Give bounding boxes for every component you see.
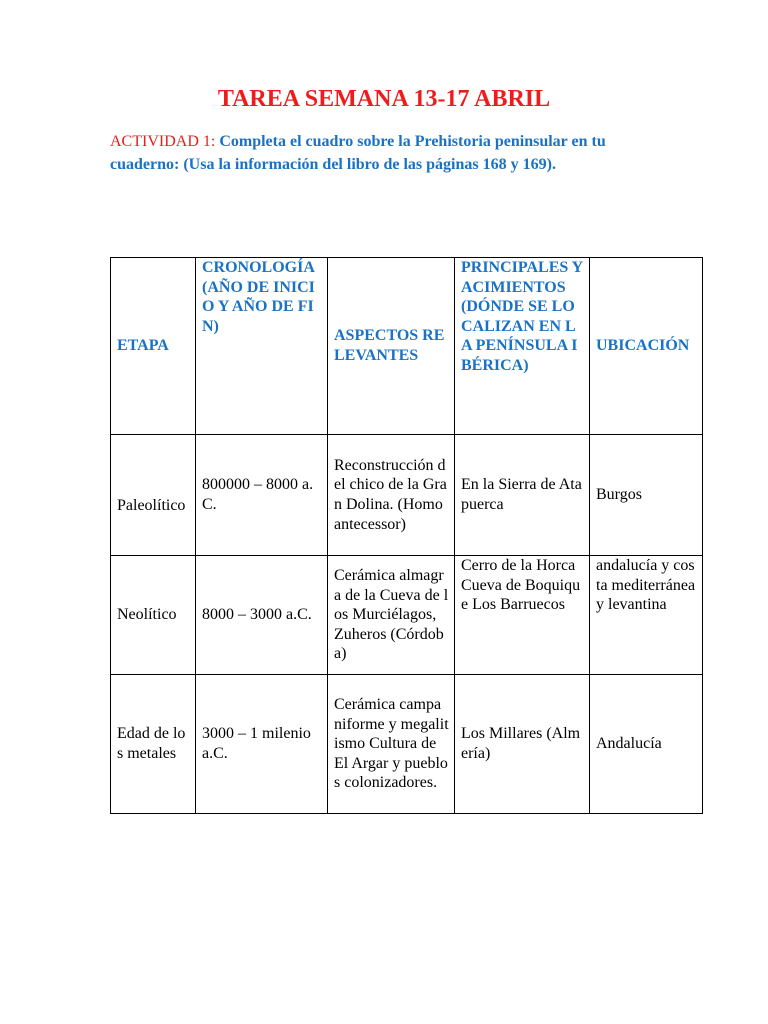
activity-text: Completa el cuadro sobre la Prehistoria peninsular en tu cuaderno: (Usa la información del libro de las páginas 168 y 169). xyxy=(110,133,606,173)
cell-cronologia: 800000 – 8000 a.C. xyxy=(196,435,328,556)
cell-etapa: Paleolítico xyxy=(111,435,196,556)
cell-ubicacion: andalucía y costa mediterránea y levantina xyxy=(590,556,703,675)
header-cronologia: CRONOLOGÍA (AÑO DE INICIO Y AÑO DE FIN) xyxy=(196,258,328,435)
header-aspectos: ASPECTOS RELEVANTES xyxy=(328,258,455,435)
table-header-row xyxy=(111,258,703,435)
cell-cronologia: 3000 – 1 milenio a.C. xyxy=(196,675,328,814)
cell-ubicacion: Andalucía xyxy=(590,675,703,814)
cell-yacimientos: En la Sierra de Atapuerca xyxy=(455,435,590,556)
cell-aspectos: Reconstrucción del chico de la Gran Dolina. (Homo antecessor) xyxy=(328,435,455,556)
cell-etapa: Neolítico xyxy=(111,556,196,675)
cell-etapa: Edad de los metales xyxy=(111,675,196,814)
prehistory-table xyxy=(110,257,703,814)
activity-instructions xyxy=(110,130,670,176)
cell-cronologia: 8000 – 3000 a.C. xyxy=(196,556,328,675)
page-title: TAREA SEMANA 13-17 ABRIL xyxy=(217,86,551,112)
header-yacimientos: PRINCIPALES YACIMIENTOS (DÓNDE SE LOCALIZAN EN LA PENÍNSULA IBÉRICA) xyxy=(455,258,590,435)
table-row xyxy=(111,675,703,814)
cell-ubicacion: Burgos xyxy=(590,435,703,556)
table-row xyxy=(111,556,703,675)
cell-yacimientos: Los Millares (Almería) xyxy=(455,675,590,814)
header-ubicacion: UBICACIÓN xyxy=(590,258,703,435)
header-etapa: ETAPA xyxy=(111,258,196,435)
cell-aspectos: Cerámica campaniforme y megalitismo Cultura de El Argar y pueblos colonizadores. xyxy=(328,675,455,814)
table-row xyxy=(111,435,703,556)
cell-yacimientos: Cerro de la Horca Cueva de Boquique Los Barruecos xyxy=(455,556,590,675)
cell-aspectos: Cerámica almagra de la Cueva de los Murciélagos, Zuheros (Córdoba) xyxy=(328,556,455,675)
activity-label: ACTIVIDAD 1: xyxy=(110,133,220,150)
